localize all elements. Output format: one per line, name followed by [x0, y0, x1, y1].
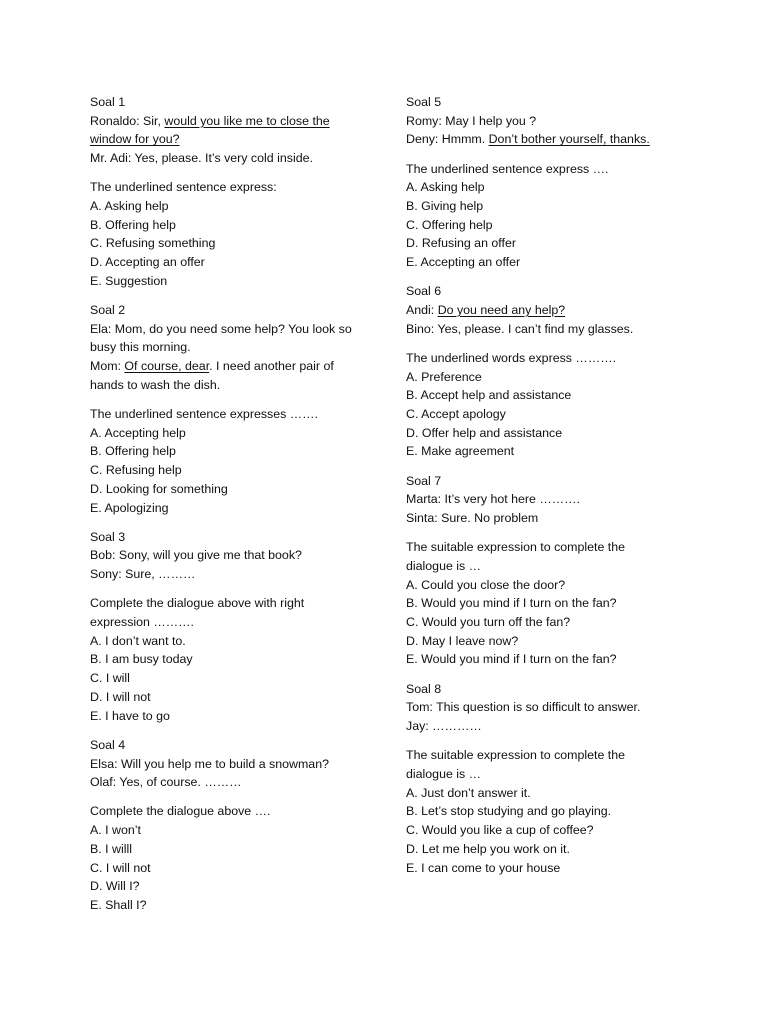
soal-8-option-b: B. Let’s stop studying and go playing. [406, 804, 612, 819]
soal-4-option-c: C. I will not [90, 860, 151, 875]
soal-6-option-b: B. Accept help and assistance [406, 388, 572, 403]
soal-1-prompt: The underlined sentence express: [90, 180, 277, 195]
soal-5-title: Soal 5 [406, 95, 442, 109]
soal-2-dialogue-line-3 [90, 357, 380, 376]
soal-3-option-d: D. I will not [90, 689, 151, 704]
soal-4-option-b: B. I willl [90, 841, 132, 856]
soal-5-option-d: D. Refusing an offer [406, 236, 516, 251]
soal-3-dialogue-line-1: Bob: Sony, will you give me that book? [90, 548, 302, 563]
soal-3-question [90, 594, 380, 725]
soal-5 [406, 93, 706, 149]
soal-8-option-c: C. Would you like a cup of coffee? [406, 823, 594, 838]
soal-6-question [406, 349, 706, 461]
soal-2-after-text: . I need another pair of [209, 359, 334, 374]
soal-2 [90, 301, 380, 395]
soal-5-question [406, 160, 706, 272]
soal-1-dialogue-line-3: Mr. Adi: Yes, please. It’s very cold inside. [90, 151, 313, 166]
soal-1-option-e: E. Suggestion [90, 273, 168, 288]
soal-7-option-e: E. Would you mind if I turn on the fan? [406, 652, 617, 667]
soal-3-prompt-line-1: Complete the dialogue above with right [90, 596, 305, 611]
soal-3 [90, 528, 380, 584]
soal-1-speaker-text: Ronaldo: Sir, [90, 113, 165, 128]
soal-4-question [90, 802, 380, 914]
soal-1-title: Soal 1 [90, 95, 126, 109]
soal-6-underlined-text: Do you need any help? [437, 303, 566, 318]
soal-8-prompt-line-2: dialogue is … [406, 767, 482, 781]
soal-3-dialogue-line-2: Sony: Sure, ……… [90, 567, 196, 582]
soal-5-option-c: C. Offering help [406, 217, 493, 232]
soal-2-option-e: E. Apologizing [90, 500, 169, 515]
soal-2-dialogue-line-2: busy this morning. [90, 340, 191, 355]
soal-5-option-b: B. Giving help [406, 199, 484, 214]
soal-1-option-c: C. Refusing something [90, 236, 216, 251]
soal-6-option-d: D. Offer help and assistance [406, 425, 563, 440]
soal-8-option-d: D. Let me help you work on it. [406, 841, 570, 856]
soal-4-dialogue-line-1: Elsa: Will you help me to build a snowman? [90, 756, 329, 771]
soal-7-option-c: C. Would you turn off the fan? [406, 615, 571, 630]
soal-6-option-a: A. Preference [406, 369, 482, 384]
soal-4-option-a: A. I won’t [90, 823, 141, 838]
soal-5-underlined-text: Don’t bother yourself, thanks. [488, 132, 650, 147]
soal-7-option-a: A. Could you close the door? [406, 577, 566, 592]
soal-6-title: Soal 6 [406, 284, 442, 299]
soal-6-dialogue-line-2: Bino: Yes, please. I can’t find my glasses. [406, 321, 634, 336]
soal-3-option-b: B. I am busy today [90, 652, 193, 667]
soal-1-underlined-text: would you like me to close the [164, 113, 330, 128]
soal-8-dialogue-line-1: Tom: This question is so difficult to answer. [406, 700, 641, 715]
soal-3-option-e: E. I have to go [90, 708, 170, 723]
soal-5-prompt: The underlined sentence express …. [406, 161, 609, 176]
soal-7-prompt-line-2: dialogue is … [406, 558, 482, 573]
soal-1-option-d: D. Accepting an offer [90, 255, 205, 270]
soal-4 [90, 736, 380, 792]
soal-2-option-d: D. Looking for something [90, 481, 228, 496]
soal-2-option-c: C. Refusing help [90, 463, 182, 478]
soal-6-speaker-text: Andi: [406, 303, 438, 318]
soal-1-option-a: A. Asking help [90, 199, 169, 214]
soal-2-prompt: The underlined sentence expresses ……. [90, 407, 318, 422]
right-column [406, 93, 706, 877]
soal-1 [90, 93, 380, 168]
soal-7-option-b: B. Would you mind if I turn on the fan? [406, 596, 617, 611]
soal-2-underlined-text: Of course, dear [124, 359, 210, 374]
soal-5-option-a: A. Asking help [406, 180, 485, 195]
soal-8-dialogue-line-2: Jay: ………… [406, 719, 482, 734]
soal-2-question [90, 405, 380, 517]
soal-2-option-b: B. Offering help [90, 444, 176, 459]
soal-6-prompt: The underlined words express ………. [406, 350, 617, 365]
soal-8-prompt-line-1: The suitable expression to complete the [406, 748, 626, 763]
soal-4-dialogue-line-2: Olaf: Yes, of course. ……… [90, 775, 242, 790]
soal-2-title: Soal 2 [90, 303, 126, 318]
soal-4-prompt: Complete the dialogue above …. [90, 804, 271, 819]
soal-7-question [406, 538, 706, 669]
soal-7 [406, 472, 706, 528]
soal-8-question [406, 746, 706, 877]
soal-8 [406, 680, 706, 736]
soal-7-dialogue-line-1: Marta: It’s very hot here ………. [406, 492, 580, 507]
soal-5-dialogue-line-1: Romy: May I help you ? [406, 113, 537, 128]
soal-2-option-a: A. Accepting help [90, 425, 186, 440]
soal-2-dialogue-line-1: Ela: Mom, do you need some help? You look so [90, 321, 352, 336]
soal-8-option-e: E. I can come to your house [406, 860, 561, 875]
soal-1-question [90, 178, 380, 290]
soal-5-dialogue-line-2 [406, 130, 706, 149]
soal-6-option-e: E. Make agreement [406, 444, 515, 459]
soal-5-option-e: E. Accepting an offer [406, 255, 521, 270]
soal-5-speaker-text: Deny: Hmmm. [406, 132, 489, 147]
soal-4-option-e: E. Shall I? [90, 897, 147, 912]
soal-6-dialogue-line-1 [406, 301, 706, 320]
soal-2-speaker-text: Mom: [90, 359, 125, 374]
soal-8-title: Soal 8 [406, 681, 442, 696]
soal-3-prompt-line-2: expression ………. [90, 615, 194, 630]
soal-1-option-b: B. Offering help [90, 217, 176, 232]
soal-6 [406, 282, 706, 338]
soal-4-option-d: D. Will I? [90, 879, 140, 894]
left-column [90, 93, 380, 915]
soal-1-underlined-text-cont: window for you? [90, 132, 180, 147]
soal-2-dialogue-line-4: hands to wash the dish. [90, 377, 221, 392]
soal-7-title: Soal 7 [406, 473, 442, 488]
soal-3-title: Soal 3 [90, 529, 126, 544]
soal-3-option-c: C. I will [90, 671, 130, 686]
soal-7-prompt-line-1: The suitable expression to complete the [406, 540, 626, 555]
soal-7-option-d: D. May I leave now? [406, 633, 519, 648]
soal-1-dialogue-line-1 [90, 112, 380, 131]
soal-7-dialogue-line-2: Sinta: Sure. No problem [406, 511, 539, 526]
soal-3-option-a: A. I don’t want to. [90, 633, 186, 648]
soal-4-title: Soal 4 [90, 737, 126, 752]
soal-6-option-c: C. Accept apology [406, 407, 506, 422]
soal-1-dialogue-line-2 [90, 130, 380, 149]
soal-8-option-a: A. Just don’t answer it. [406, 785, 531, 800]
